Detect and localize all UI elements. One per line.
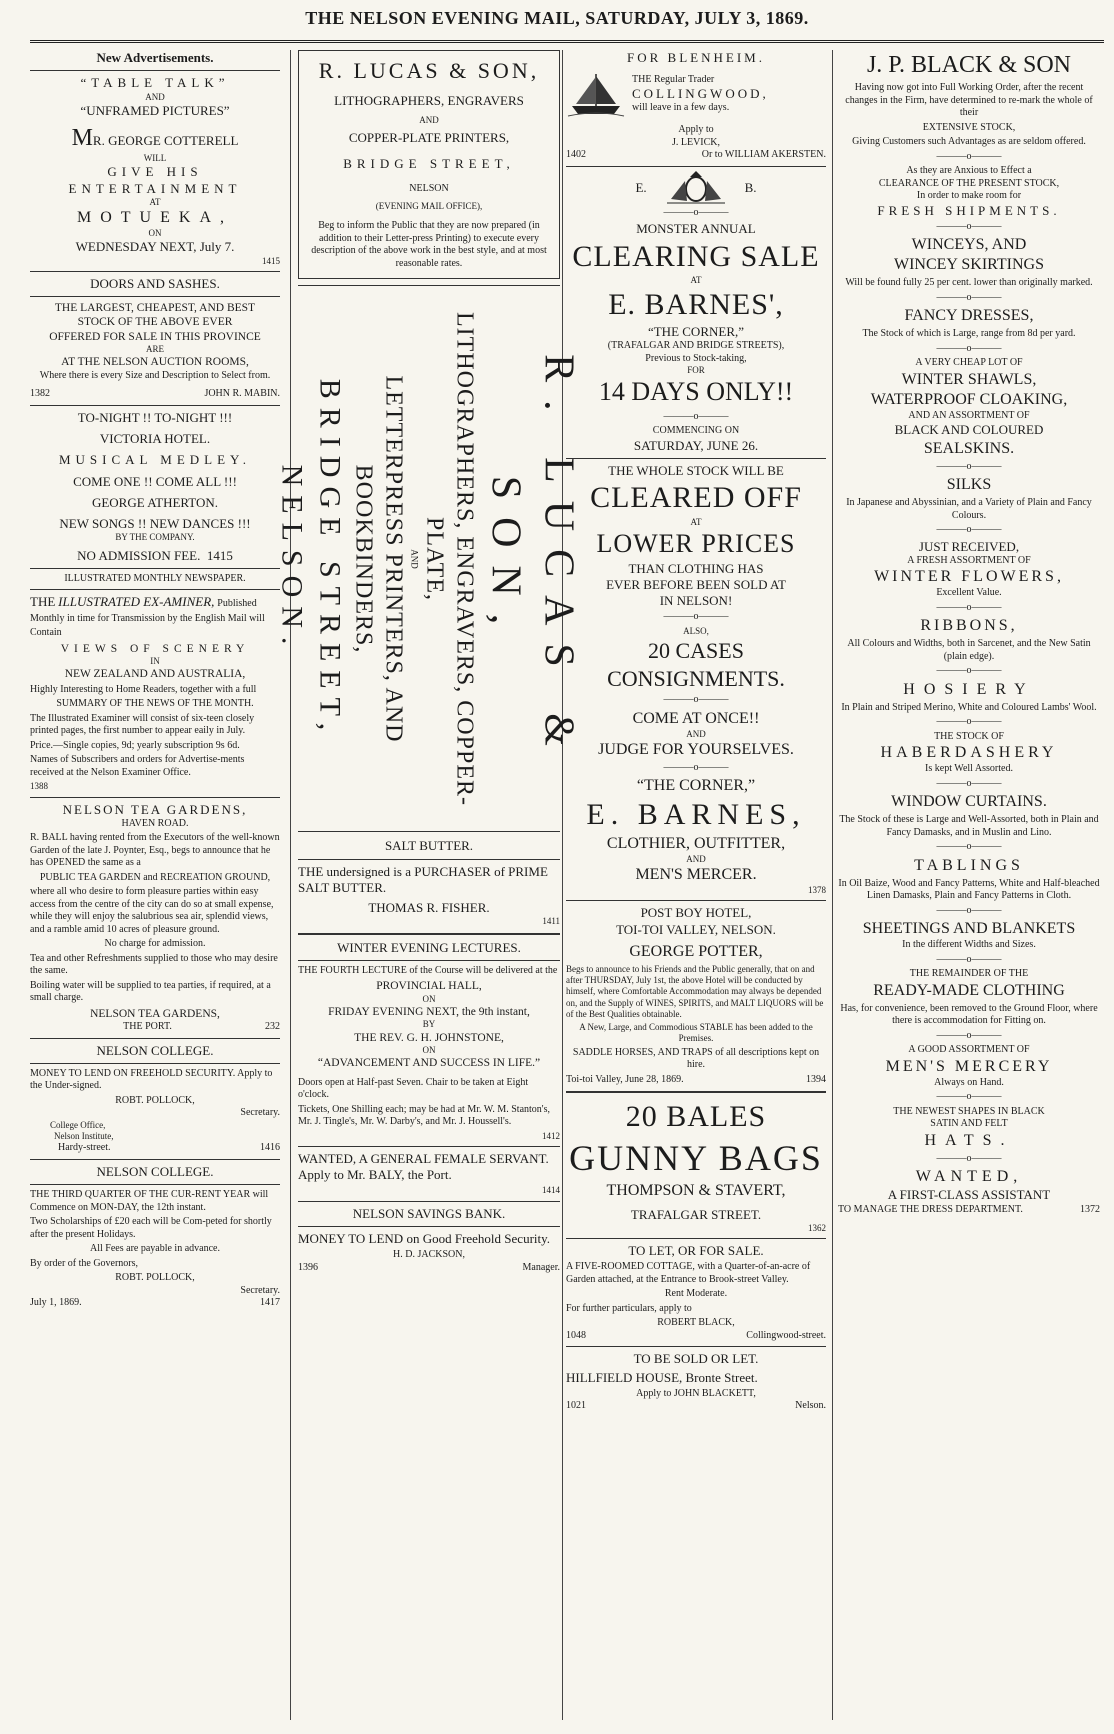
- advert-winter-lectures: WINTER EVENING LECTURES. THE FOURTH LECTURE of the Course will be delivered at the PROVINCIAL HALL, ON FRIDAY EVENING NEXT, the 9th instant, BY THE REV. G. H. JOHNSTONE, ON “ADVANCEMENT AND SUCCESS IN LIFE.” Doors open at Half-past Seven. Chair to be taken at Eight o'clock. Tickets, One Shilling each; may be had at Mr. W. M. Stanton's, Mr. J. Tingle's, Mr. W. Darby's, and Mr. J. Houssell's. 1412: [298, 939, 560, 1141]
- advert-table-talk: “TABLE TALK” AND “UNFRAMED PICTURES” MR. GEORGE COTTERELL WILL GIVE HIS ENTERTAINMENT AT MOTUEKA, ON WEDNESDAY NEXT, July 7. 1415: [30, 75, 280, 267]
- advert-victoria-hotel: TO-NIGHT !! TO-NIGHT !!! VICTORIA HOTEL. MUSICAL MEDLEY. COME ONE !! COME ALL !!! GEORGE ATHERTON. NEW SONGS !! NEW DANCES !!! BY THE COMPANY. NO ADMISSION FEE. 1415: [58, 409, 251, 563]
- advert-lucas-son: R. LUCAS & SON, LITHOGRAPHERS, ENGRAVERS AND COPPER-PLATE PRINTERS, BRIDGE STREET, NELSON (EVENING MAIL OFFICE), Beg to inform the Public that they are now prepared (in addition to their Letter-press Printing) to execute every description of the above work in the best style, and at most reasonable rates.: [298, 50, 560, 279]
- advert-post-boy-hotel: POST BOY HOTEL, TOI-TOI VALLEY, NELSON. GEORGE POTTER, Begs to announce to his Friends and the Public generally, that on and after THURSDAY, July 1st, the above Hotel will be conducted by himself, where Comfortable Accommodation may always be depended on, and the Supply of WINES, SPIRITS, and MALT LIQUORS will be of the Best Qualities obtainable. A New, Large, and Commodious STABLE has been added to the Premises. SADDLE HORSES, AND TRAPS of all descriptions kept on hire. Toi-toi Valley, June 28, 1869. 1394: [566, 905, 826, 1085]
- column-1: [30, 50, 280, 1720]
- advert-tea-gardens: NELSON TEA GARDENS, HAVEN ROAD. R. BALL having rented from the Executors of the well-known Garden of the late J. Poynter, Esq., begs to announce that he has OPENED the same as a PUBLIC TEA GARDEN and RECREATION GROUND, where all who desire to form pleasure parties within easy access from the centre of the city can do so at small expense, while they will enjoy the salubrious sea air, splendid views, and a ramble amid 10 acres of pleasure ground. No charge for admission. Tea and other Refreshments supplied to those who may desire the same. Boiling water will be supplied to tea parties, if required, at a small charge. NELSON TEA GARDENS, THE PORT. 232: [30, 801, 280, 1033]
- advert-doors-sashes: DOORS AND SASHES. THE LARGEST, CHEAPEST, AND BEST STOCK OF THE ABOVE EVER OFFERED FOR SALE IN THIS PROVINCE ARE AT THE NELSON AUCTION ROOMS, Where there is every Size and Description to Select from. 1382 JOHN R. MABIN.: [30, 275, 280, 400]
- column-rule: [832, 50, 833, 1720]
- ad-title: J. P. BLACK & SON: [866, 52, 1072, 78]
- column-4: [838, 50, 1100, 1720]
- masthead-rule: [30, 40, 1104, 43]
- column-3: [566, 50, 826, 1720]
- ship-icon: [566, 70, 626, 118]
- vertical-advert-lucas: R. LUCAS & SON, LITHOGRAPHERS, ENGRAVERS, COPPER-PLATE, AND LETTERPRESS PRINTERS, AND BOOKBINDERS, BRIDGE STREET, NELSON.: [298, 285, 560, 832]
- ad-title: “TABLE TALK”: [80, 75, 230, 91]
- masthead: THE NELSON EVENING MAIL, SATURDAY, JULY 3, 1869.: [305, 8, 809, 28]
- section-header: New Advertisements.: [96, 50, 214, 65]
- ad-title: R. LUCAS & SON,: [318, 58, 540, 83]
- advert-savings-bank: NELSON SAVINGS BANK. MONEY TO LEND on Good Freehold Security. H. D. JACKSON, 1396 Manager.: [298, 1205, 560, 1273]
- column-2: [275, 50, 582, 1720]
- advert-illustrated-examiner: ILLUSTRATED MONTHLY NEWSPAPER. THE ILLUSTRATED EX-AMINER, Published Monthly in time for Transmission by the English Mail will Contain VIEWS OF SCENERY IN NEW ZEALAND AND AUSTRALIA, Highly Interesting to Home Readers, together with a full SUMMARY OF THE NEWS OF THE MONTH. The Illustrated Examiner will consist of six-teen closely printed pages, the first number to appear eaily in July. Price.—Single copies, 9d; yearly subscription 9s 6d. Names of Subscribers and orders for Advertise-ments received at the Nelson Examiner Office. 1388: [30, 573, 280, 793]
- advert-for-blenheim: FOR BLENHEIM. THE Regular Trader COLLINGWOOD, will leave in a few days. Apply to J. LEVICK, 1402 Or to WILLIAM AKERSTEN.: [566, 50, 826, 161]
- ad-title: DOORS AND SASHES.: [90, 275, 220, 291]
- advert-wanted-servant: WANTED, A GENERAL FEMALE SERVANT. Apply to Mr. BALY, the Port. 1414: [298, 1150, 560, 1196]
- royal-crest-icon: [661, 171, 731, 205]
- advert-nelson-college-2: NELSON COLLEGE. THE THIRD QUARTER OF THE CUR-RENT YEAR will Commence on MON-DAY, the 12th instant. Two Scholarships of £20 each will be Com-peted for shortly after the present Holidays. All Fees are payable in advance. By order of the Governors, ROBT. POLLOCK, Secretary. July 1, 1869. 1417: [30, 1163, 280, 1309]
- advert-barnes-clearing-sale: E. B. ———o——— MONSTER ANNUAL CLEARING SALE AT E. BARNES', “THE CORNER,” (TRAFALGAR AND BRIDGE STREETS), Previous to Stock-taking, FOR 14 DAYS ONLY!! ———o——— COMMENCING ON SATURDAY, JUNE 26. THE WHOLE STOCK WILL BE CLEARED OFF AT LOWER PRICES THAN CLOTHING HAS EVER BEFORE BEEN SOLD AT IN NELSON! ———o——— ALSO, 20 CASES CONSIGNMENTS. ———o——— COME AT ONCE!! AND JUDGE FOR YOURSELVES. ———o——— “THE CORNER,” E. BARNES, CLOTHIER, OUTFITTER, AND MEN'S MERCER. 1378: [566, 171, 826, 897]
- advert-nelson-college-1: NELSON COLLEGE. MONEY TO LEND ON FREEHOLD SECURITY. Apply to the Under-signed. ROBT. POLLOCK, Secretary. College Office, Nelson Institute, Hardy-street. 1416: [30, 1042, 280, 1154]
- advert-salt-butter: SALT BUTTER. THE undersigned is a PURCHASER of PRIME SALT BUTTER. THOMAS R. FISHER. 1411: [298, 838, 560, 927]
- advert-to-be-sold: TO BE SOLD OR LET. HILLFIELD HOUSE, Bronte Street. Apply to JOHN BLACKETT, 1021 Nelson.: [566, 1351, 826, 1412]
- advert-to-let: TO LET, OR FOR SALE. A FIVE-ROOMED COTTAGE, with a Quarter-of-an-acre of Garden attached, at the Entrance to Brook-street Valley. Rent Moderate. For further particulars, apply to ROBERT BLACK, 1048 Collingwood-street.: [566, 1243, 826, 1341]
- advert-jp-black: J. P. BLACK & SON Having now got into Full Working Order, after the recent changes in the Firm, have determined to re-mark the whole of their EXTENSIVE STOCK, Giving Customers such Advantages as are seldom offered. ———o——— As they are Anxious to Effect a CLEARANCE OF THE PRESENT STOCK, In order to make room for FRESH SHIPMENTS. ———o——— WINCEYS, AND WINCEY SKIRTINGS Will be found fully 25 per cent. lower than originally marked. ———o——— FANCY DRESSES, The Stock of which is Large, range from 8d per yard. ———o——— A VERY CHEAP LOT OF WINTER SHAWLS, WATERPROOF CLOAKING, AND AN ASSORTMENT OF BLACK AND COLOURED SEALSKINS. ———o——— SILKS In Japanese and Abyssinian, and a Variety of Plain and Fancy Colours. ———o——— JUST RECEIVED, A FRESH ASSORTMENT OF WINTER FLOWERS, Excellent Value. ———o——— RIBBONS, All Colours and Widths, both in Sarcenet, and the New Satin (plain edge). ———o——— HOSIERY In Plain and Striped Merino, White and Coloured Lambs' Wool. ———o——— THE STOCK OF HABERDASHERY Is kept Well Assorted. ———o——— WINDOW CURTAINS. The Stock of these is Large and Well-Assorted, both in Plain and Fancy Damasks, and in Muslin and Lino. ———o——— TABLINGS In Oil Baize, Wood and Fancy Patterns, White and Half-bleached Linen Damasks, Plain and Fancy Patterns in Cloth. ———o——— SHEETINGS AND BLANKETS In the different Widths and Sizes. ———o——— THE REMAINDER OF THE READY-MADE CLOTHING Has, for convenience, been removed to the Ground Floor, where there is accommodation for Fitting on. ———o——— A GOOD ASSORTMENT OF MEN'S MERCERY Always on Hand. ———o——— THE NEWEST SHAPES IN BLACK SATIN AND FELT HATS. ———o——— WANTED, A FIRST-CLASS ASSISTANT TO MANAGE THE DRESS DEPARTMENT. 1372: [838, 52, 1100, 1215]
- advert-gunny-bags: 20 BALES GUNNY BAGS THOMPSON & STAVERT, TRAFALGAR STREET. 1362: [569, 1100, 826, 1233]
